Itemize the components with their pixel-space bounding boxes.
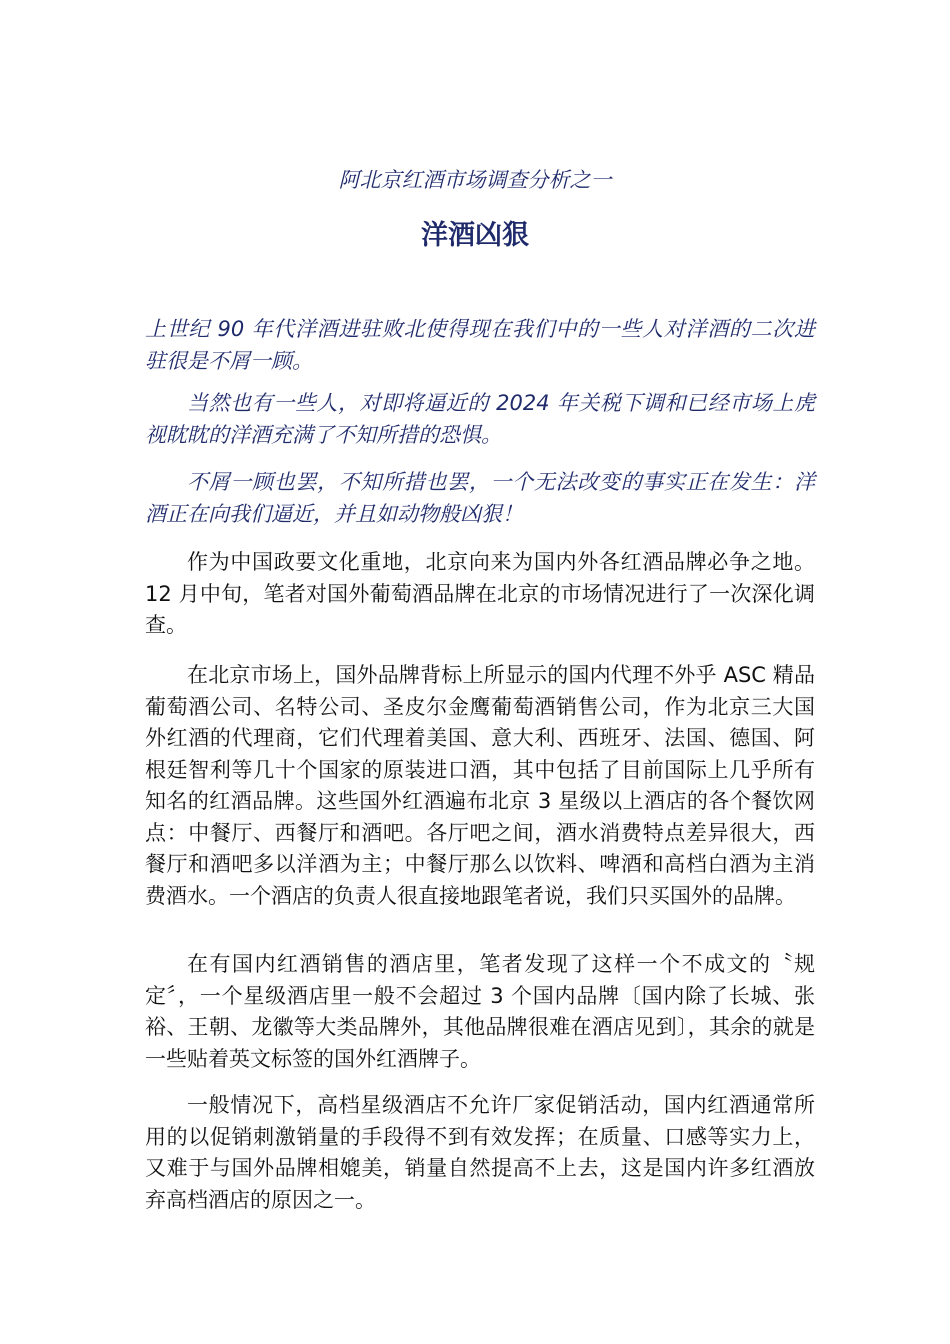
body-paragraph: 一般情况下，高档星级酒店不允许厂家促销活动，国内红酒通常所用的以促销刺激销量的手段得不到有效发挥；在质量、口感等实力上，又难于与国外品牌相媲美，销量自然提高不上去，这是国内许多红酒放弃高档酒店的原因之一。 <box>145 1093 815 1212</box>
lead-paragraph-2: 当然也有一些人，对即将逼近的 2024 年关税下调和已经市场上虎视眈眈的洋酒充满了不知所措的恐惧。 <box>145 391 815 447</box>
body-paragraph: 在有国内红酒销售的酒店里，笔者发现了这样一个不成文的〝规定〞，一个星级酒店里一般不会超过 3 个国内品牌〔国内除了长城、张裕、王朝、龙徽等大类品牌外，其他品牌很难在酒店见到〕，其余的就是一些贴着英文标签的国外红酒牌子。 <box>145 952 815 1071</box>
lead-paragraph-1: 上世纪 90 年代洋酒进驻败北使得现在我们中的一些人对洋酒的二次进驻很是不屑一顾。 <box>145 317 815 373</box>
body-paragraph: 作为中国政要文化重地，北京向来为国内外各红酒品牌必争之地。12 月中旬，笔者对国外葡萄酒品牌在北京的市场情况进行了一次深化调查。 <box>145 550 815 637</box>
article-kicker: 阿北京红酒市场调查分析之一 <box>338 168 612 192</box>
lead-paragraph-3: 不屑一顾也罢，不知所措也罢，一个无法改变的事实正在发生：洋酒正在向我们逼近，并且如动物般凶狠！ <box>145 470 815 526</box>
body-paragraph: 在北京市场上，国外品牌背标上所显示的国内代理不外乎 ASC 精品葡萄酒公司、名特公司、圣皮尔金鹰葡萄酒销售公司，作为北京三大国外红酒的代理商，它们代理着美国、意大利、西班牙、法国、德国、阿根廷智利等几十个国家的原装进口酒，其中包括了目前国际上几乎所有知名的红酒品牌。这些国外红酒遍布北京 3 星级以上酒店的各个餐饮网点：中餐厅、西餐厅和酒吧。各厅吧之间，酒水消费特点差异很大，西餐厅和酒吧多以洋酒为主；中餐厅那么以饮料、啤酒和高档白酒为主消费酒水。一个酒店的负责人很直接地跟笔者说，我们只买国外的品牌。 <box>145 663 815 908</box>
article-title: 洋酒凶狠 <box>421 220 529 251</box>
